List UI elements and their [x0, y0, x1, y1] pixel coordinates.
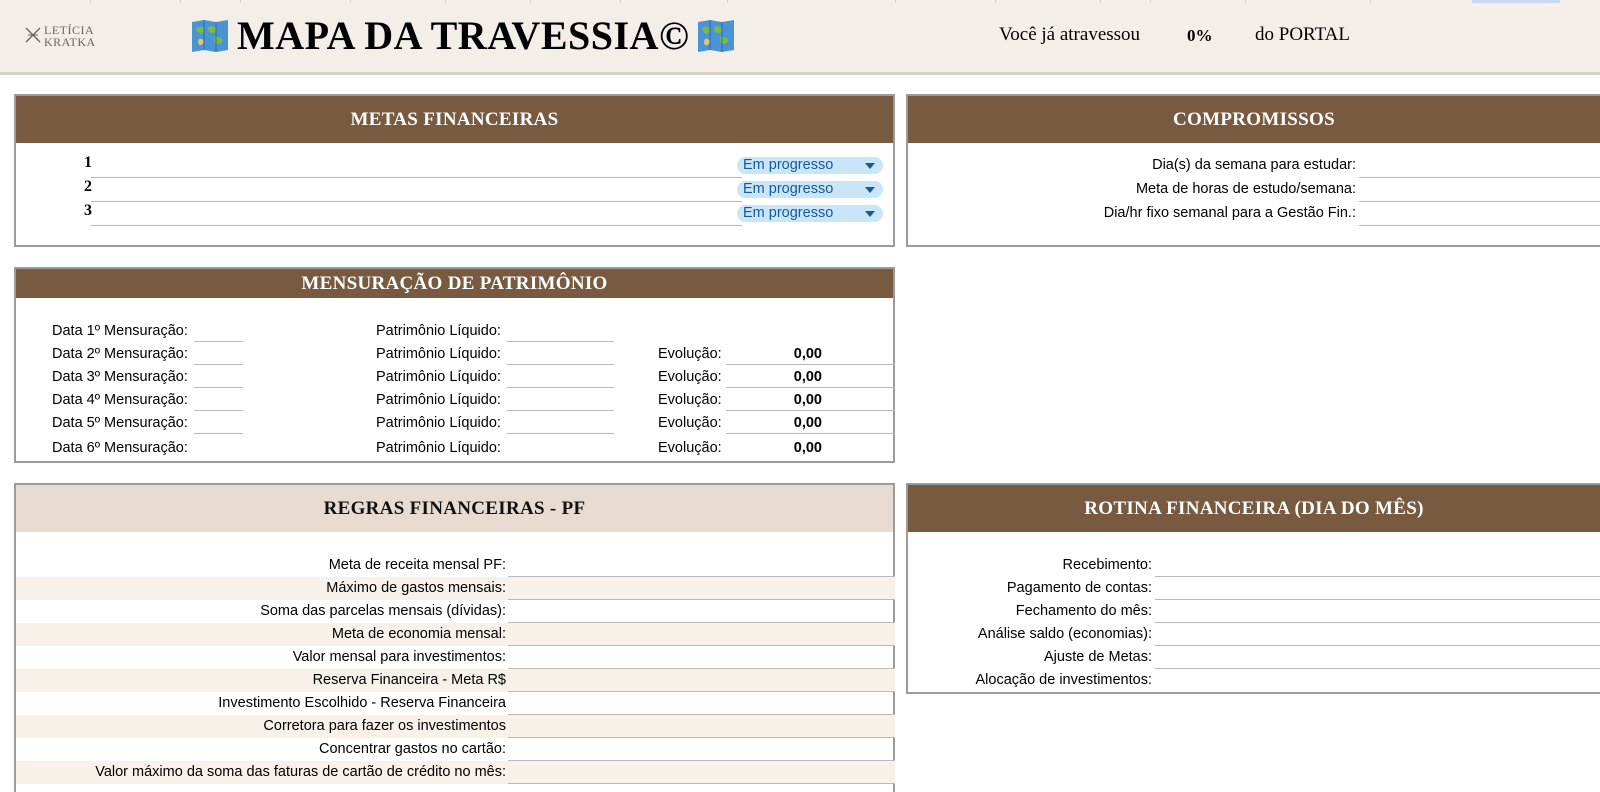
meta-number: 3 — [84, 202, 92, 219]
evolucao-divider — [726, 387, 895, 388]
rotina-label: Análise saldo (economias): — [977, 626, 1152, 642]
data-label: Data 3º Mensuração: — [52, 369, 188, 385]
rotina-label: Alocação de investimentos: — [975, 672, 1152, 688]
chevron-down-icon — [865, 163, 875, 169]
logo-line-2: KRATKA — [44, 35, 96, 49]
chevron-down-icon — [865, 187, 875, 193]
page-title: MAPA DA TRAVESSIA© — [237, 13, 690, 58]
data-input[interactable] — [194, 433, 243, 434]
status-label: Em progresso — [743, 157, 834, 173]
compromisso-input[interactable] — [1359, 201, 1600, 202]
regra-label: Soma das parcelas mensais (dívidas): — [260, 603, 506, 619]
compromisso-label: Dia/hr fixo semanal para a Gestão Fin.: — [1103, 205, 1356, 221]
rotina-label: Pagamento de contas: — [1006, 580, 1152, 596]
data-input[interactable] — [194, 387, 243, 388]
evolucao-value: 0,00 — [793, 369, 822, 385]
rotina-input[interactable] — [1155, 599, 1600, 600]
compromisso-input[interactable] — [1359, 225, 1600, 226]
regra-label: Meta de receita mensal PF: — [328, 557, 506, 573]
pl-input[interactable] — [507, 433, 614, 434]
data-label: Data 6º Mensuração: — [52, 440, 188, 456]
progress-value: 0% — [1187, 26, 1213, 45]
evolucao-divider — [726, 433, 895, 434]
meta-number: 2 — [84, 178, 92, 195]
status-label: Em progresso — [743, 181, 834, 197]
evolucao-label: Evolução: — [658, 392, 722, 408]
pl-label: Patrimônio Líquido: — [376, 440, 501, 456]
regra-input[interactable] — [508, 599, 895, 600]
progress-suffix: do PORTAL — [1255, 24, 1350, 45]
compromissos-title: COMPROMISSOS — [908, 96, 1600, 143]
meta-input[interactable] — [91, 177, 742, 178]
regra-input[interactable] — [508, 622, 895, 623]
compromisso-input[interactable] — [1359, 177, 1600, 178]
rotina-label: Recebimento: — [1062, 557, 1152, 573]
meta-input[interactable] — [91, 201, 742, 202]
rotina-input[interactable] — [1155, 668, 1600, 669]
pl-label: Patrimônio Líquido: — [376, 369, 501, 385]
world-map-icon — [191, 19, 229, 53]
meta-input[interactable] — [91, 225, 742, 226]
regra-input[interactable] — [508, 783, 895, 784]
crossed-swords-icon — [24, 26, 42, 44]
regra-label: Reserva Financeira - Meta R$ — [312, 672, 506, 688]
rotina-input[interactable] — [1155, 622, 1600, 623]
data-label: Data 5º Mensuração: — [52, 415, 188, 431]
data-input[interactable] — [194, 410, 243, 411]
rotina-input[interactable] — [1155, 576, 1600, 577]
status-dropdown[interactable] — [737, 205, 883, 222]
evolucao-value: 0,00 — [793, 415, 822, 431]
regra-input[interactable] — [508, 760, 895, 761]
compromisso-label: Dia(s) da semana para estudar: — [1152, 157, 1356, 173]
regra-label: Investimento Escolhido - Reserva Financeira — [218, 695, 506, 711]
data-label: Data 1º Mensuração: — [52, 323, 188, 339]
pl-label: Patrimônio Líquido: — [376, 346, 501, 362]
pl-label: Patrimônio Líquido: — [376, 323, 501, 339]
regra-label: Valor mensal para investimentos: — [292, 649, 506, 665]
data-input[interactable] — [194, 364, 243, 365]
evolucao-divider — [726, 410, 895, 411]
regra-input[interactable] — [508, 645, 895, 646]
pl-input[interactable] — [507, 410, 614, 411]
status-label: Em progresso — [743, 205, 834, 221]
regra-input[interactable] — [508, 668, 895, 669]
evolucao-label: Evolução: — [658, 369, 722, 385]
column-guides — [0, 0, 1600, 3]
chevron-down-icon — [865, 211, 875, 217]
evolucao-value: 0,00 — [793, 346, 822, 362]
patrimonio-title: MENSURAÇÃO DE PATRIMÔNIO — [16, 269, 893, 298]
compromissos-panel — [906, 94, 1600, 247]
evolucao-label: Evolução: — [658, 415, 722, 431]
regra-label: Corretora para fazer os investimentos — [263, 718, 506, 734]
regra-label: Máximo de gastos mensais: — [326, 580, 506, 596]
regra-label: Concentrar gastos no cartão: — [319, 741, 506, 757]
pl-label: Patrimônio Líquido: — [376, 415, 501, 431]
data-label: Data 2º Mensuração: — [52, 346, 188, 362]
progress-prefix: Você já atravessou — [999, 24, 1141, 45]
sheet-header — [0, 0, 1600, 75]
pl-label: Patrimônio Líquido: — [376, 392, 501, 408]
metas-title: METAS FINANCEIRAS — [16, 96, 893, 143]
meta-number: 1 — [84, 154, 92, 171]
evolucao-label: Evolução: — [658, 346, 722, 362]
evolucao-label: Evolução: — [658, 440, 722, 456]
regra-input[interactable] — [508, 691, 895, 692]
world-map-icon — [697, 19, 735, 53]
logo-line-1: LETÍCIA — [44, 23, 95, 37]
patrimonio-panel — [14, 267, 895, 463]
rotina-panel — [906, 483, 1600, 694]
metas-panel — [14, 94, 895, 247]
evolucao-value: 0,00 — [793, 440, 822, 456]
regras-panel — [14, 483, 895, 792]
rotina-title: ROTINA FINANCEIRA (DIA DO MÊS) — [908, 485, 1600, 532]
regras-title: REGRAS FINANCEIRAS - PF — [16, 485, 893, 532]
selected-column[interactable] — [1472, 0, 1560, 3]
pl-input[interactable] — [507, 364, 614, 365]
rotina-label: Fechamento do mês: — [1015, 603, 1152, 619]
data-label: Data 4º Mensuração: — [52, 392, 188, 408]
data-input[interactable] — [194, 341, 243, 342]
regra-label: Meta de economia mensal: — [331, 626, 506, 642]
evolucao-value: 0,00 — [793, 392, 822, 408]
regra-input[interactable] — [508, 576, 895, 577]
brand-logo — [22, 22, 102, 50]
rotina-label: Ajuste de Metas: — [1044, 649, 1152, 665]
evolucao-divider — [726, 364, 895, 365]
compromisso-label: Meta de horas de estudo/semana: — [1135, 181, 1356, 197]
regra-input[interactable] — [508, 714, 895, 715]
title-block — [191, 14, 735, 58]
pl-input[interactable] — [507, 387, 614, 388]
status-dropdown[interactable] — [737, 181, 883, 198]
status-dropdown[interactable] — [737, 157, 883, 174]
pl-input[interactable] — [507, 341, 614, 342]
rotina-input[interactable] — [1155, 645, 1600, 646]
regra-label: Valor máximo da soma das faturas de cartão de crédito no mês: — [95, 764, 506, 780]
regra-input[interactable] — [508, 737, 895, 738]
